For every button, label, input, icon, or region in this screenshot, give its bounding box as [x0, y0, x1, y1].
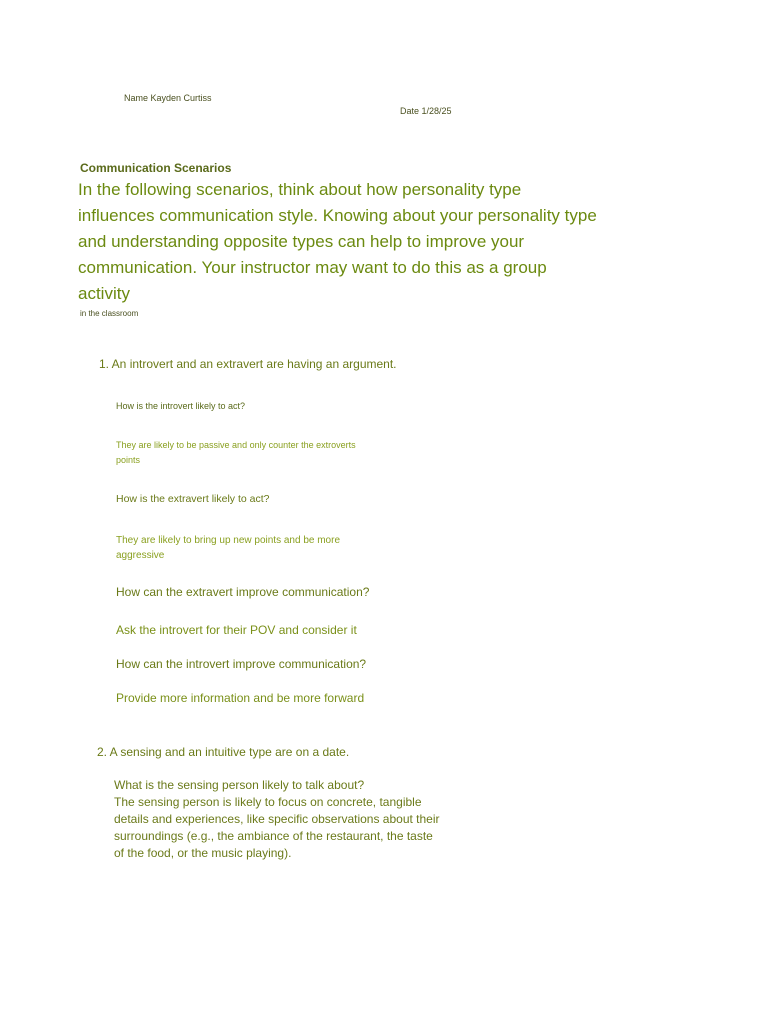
scenario-1-answer-1: They are likely to be passive and only counter the extroverts points [116, 440, 356, 465]
student-name: Name Kayden Curtiss [124, 93, 212, 103]
scenario-2-answer-1: The sensing person is likely to focus on concrete, tangible details and experiences, like specific observations about their surroundings (e.g., the ambiance of the restaurant, the taste of the food, or the music playing). [114, 795, 440, 860]
scenario-1-question-2: How is the extravert likely to act? [116, 493, 270, 505]
scenario-1-question-4: How can the introvert improve communication? [116, 657, 367, 671]
date: Date 1/28/25 [400, 106, 452, 116]
scenario-2-block [114, 777, 444, 862]
page-title: Communication Scenarios [80, 161, 232, 175]
scenario-1-question-1: How is the introvert likely to act? [116, 401, 246, 411]
scenario-1-prompt: 1. An introvert and an extravert are having an argument. [99, 357, 397, 371]
intro-note: in the classroom [80, 309, 139, 318]
scenario-2-question-1: What is the sensing person likely to talk about? [114, 778, 365, 792]
scenario-1-answer-3: Ask the introvert for their POV and consider it [116, 623, 357, 637]
scenario-1-answer-2: They are likely to bring up new points and be more aggressive [116, 535, 341, 561]
scenario-2-prompt: 2. A sensing and an intuitive type are on a date. [97, 745, 350, 759]
intro-paragraph: In the following scenarios, think about how personality type influences communication style. Knowing about your personality type and understanding opposite types can help to improve your communication. Your instructor may want to do this as a group activity [78, 180, 597, 303]
scenario-1-answer-4: Provide more information and be more forward [116, 691, 365, 705]
scenario-1-question-3: How can the extravert improve communication? [116, 585, 370, 599]
